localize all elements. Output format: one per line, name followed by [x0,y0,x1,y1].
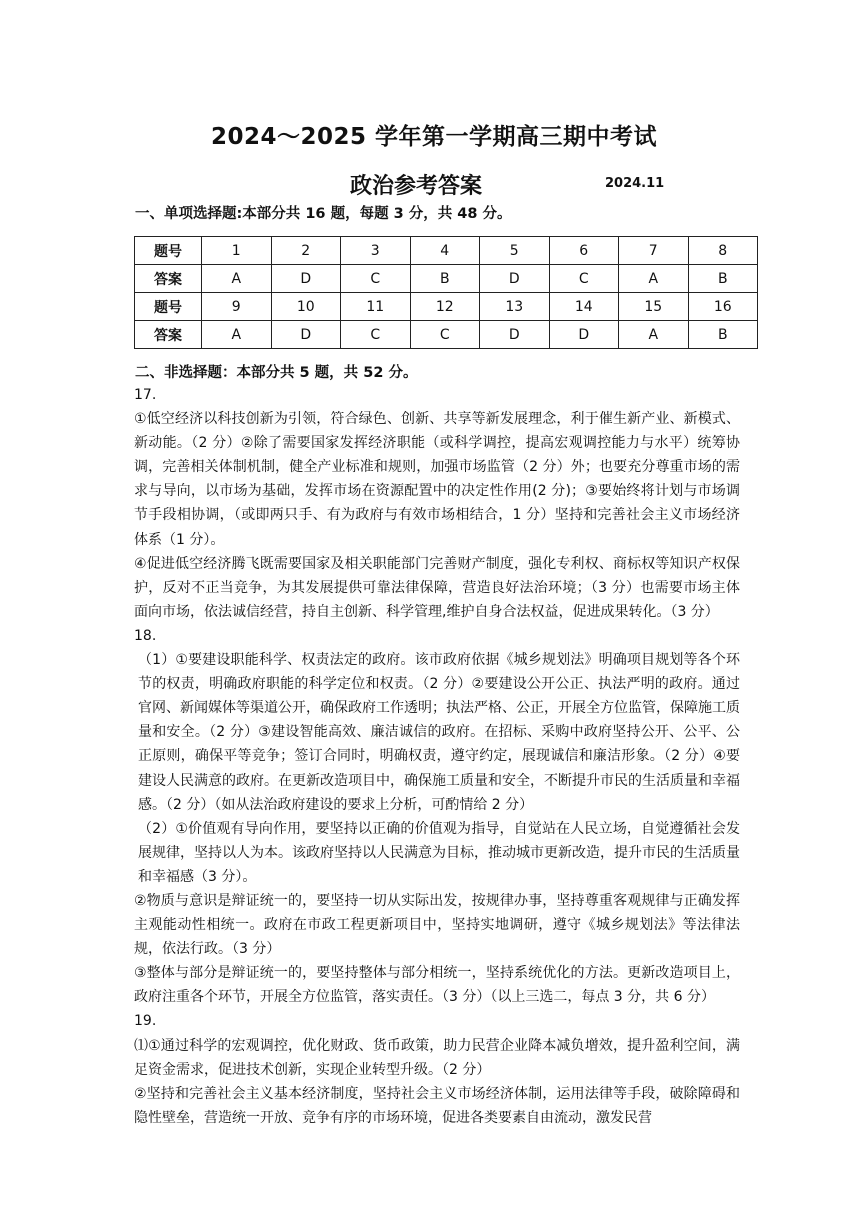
table-row-answers-1 [135,265,758,293]
answer-paragraph: ⑴①通过科学的宏观调控，优化财政、货币政策，助力民营企业降本减负增效，提升盈利空间，满足资金需求，促进技术创新，实现企业转型升级。（2 分） [134,1037,740,1078]
answer-paragraph: （2）①价值观有导向作用，要坚持以正确的价值观为指导，自觉站在人民立场，自觉遵循社会发展规律，坚持以人为本。该政府坚持以人民满意为目标，推动城市更新改造，提升市民的生活质量和幸福感（3 分）。 [138,820,740,885]
question-number-19: 19. [134,1013,157,1030]
question-number: 3 [341,237,411,265]
question-number: 6 [549,237,619,265]
row-label: 答案 [135,265,202,293]
answer-cell: B [410,265,480,293]
document-date: 2024.11 [605,176,665,191]
answer-cell: B [688,321,758,349]
document-subtitle: 政治参考答案 [350,174,483,199]
question-number-17: 17. [134,387,157,403]
answer-cell: A [202,265,272,293]
answer-paragraph: ③整体与部分是辩证统一的，要坚持整体与部分相统一，坚持系统优化的方法。更新改造项目上，政府注重各个环节，开展全方位监管，落实责任。（3 分）（以上三选二，每点 3 分，共 6 分） [134,965,740,1006]
question-number: 11 [341,293,411,321]
table-row-numbers-2 [135,293,758,321]
row-label: 答案 [135,321,202,349]
answer-cell: D [480,321,550,349]
question-number: 12 [410,293,480,321]
answer-cell: D [271,265,341,293]
answer-table [134,236,758,349]
answer-paragraph: ②物质与意识是辩证统一的，要坚持一切从实际出发，按规律办事，坚持尊重客观规律与正确发挥主观能动性相统一。政府在市政工程更新项目中，坚持实地调研，遵守《城乡规划法》等法律法规，依法行政。（3 分） [134,892,740,958]
answer-cell: C [549,265,619,293]
answer-paragraph: ④促进低空经济腾飞既需要国家及相关职能部门完善财产制度，强化专利权、商标权等知识产权保护，反对不正当竞争，为其发展提供可靠法律保障，营造良好法治环境；（3 分）也需要市场主体面向市场，依法诚信经营，持自主创新、科学管理,维护自身合法权益，促进成果转化。（3 分） [134,555,740,620]
question-number: 16 [688,293,758,321]
question-number: 9 [202,293,272,321]
question-number: 10 [271,293,341,321]
answer-cell: D [549,321,619,349]
row-label: 题号 [135,237,202,265]
question-number: 5 [480,237,550,265]
section-2-heading: 二、非选择题：本部分共 5 题，共 52 分。 [135,365,418,381]
question-number: 4 [410,237,480,265]
answer-paragraph: （1）①要建设职能科学、权责法定的政府。该市政府依据《城乡规划法》明确项目规划等各个环节的权责，明确政府职能的科学定位和权责。（2 分）②要建设公开公正、执法严明的政府。通过官网、新闻媒体等渠道公开，确保政府工作透明；执法严格、公正，开展全方位监管，保障施工质量和安全。（2 分）③建设智能高效、廉洁诚信的政府。在招标、采购中政府坚持公开、公平、公正原则，确保平等竞争；签订合同时，明确权责，遵守约定，展现诚信和廉洁形象。（2 分）④要建设人民满意的政府。在更新改造项目中，确保施工质量和安全，不断提升市民的生活质量和幸福感。（2 分）（如从法治政府建设的要求上分析，可酌情给 2 分） [138,652,740,813]
document-title: 2024～2025 学年第一学期高三期中考试 [210,124,658,150]
answer-cell: A [202,321,272,349]
table-row-numbers-1 [135,237,758,265]
answer-cell: A [619,265,689,293]
question-number: 15 [619,293,689,321]
question-number: 2 [271,237,341,265]
question-number: 7 [619,237,689,265]
answer-cell: B [688,265,758,293]
answer-cell: A [619,321,689,349]
question-number: 14 [549,293,619,321]
answer-paragraph: ②坚持和完善社会主义基本经济制度，坚持社会主义市场经济体制，运用法律等手段，破除障碍和隐性壁垒，营造统一开放、竞争有序的市场环境，促进各类要素自由流动，激发民营 [134,1085,740,1126]
question-number: 8 [688,237,758,265]
answer-cell: D [271,321,341,349]
answer-cell: D [480,265,550,293]
answer-paragraph: ①低空经济以科技创新为引领，符合绿色、创新、共享等新发展理念，利于催生新产业、新模式、新动能。（2 分）②除了需要国家发挥经济职能（或科学调控，提高宏观调控能力与水平）统筹协调，完善相关体制机制，健全产业标准和规则，加强市场监管（2 分）外；也要充分尊重市场的需求与导向，以市场为基础，发挥市场在资源配置中的决定性作用(2 分)；③要始终将计划与市场调节手段相协调，（或即两只手、有为政府与有效市场相结合，1 分）坚持和完善社会主义市场经济体系（1 分）。 [134,411,740,548]
question-number-18: 18. [134,627,157,644]
answer-cell: C [341,321,411,349]
question-number: 1 [202,237,272,265]
answer-cell: C [410,321,480,349]
section-1-heading: 一、单项选择题:本部分共 16 题，每题 3 分，共 48 分。 [135,206,512,222]
answer-body [134,383,740,1130]
answer-cell: C [341,265,411,293]
row-label: 题号 [135,293,202,321]
table-row-answers-2 [135,321,758,349]
question-number: 13 [480,293,550,321]
